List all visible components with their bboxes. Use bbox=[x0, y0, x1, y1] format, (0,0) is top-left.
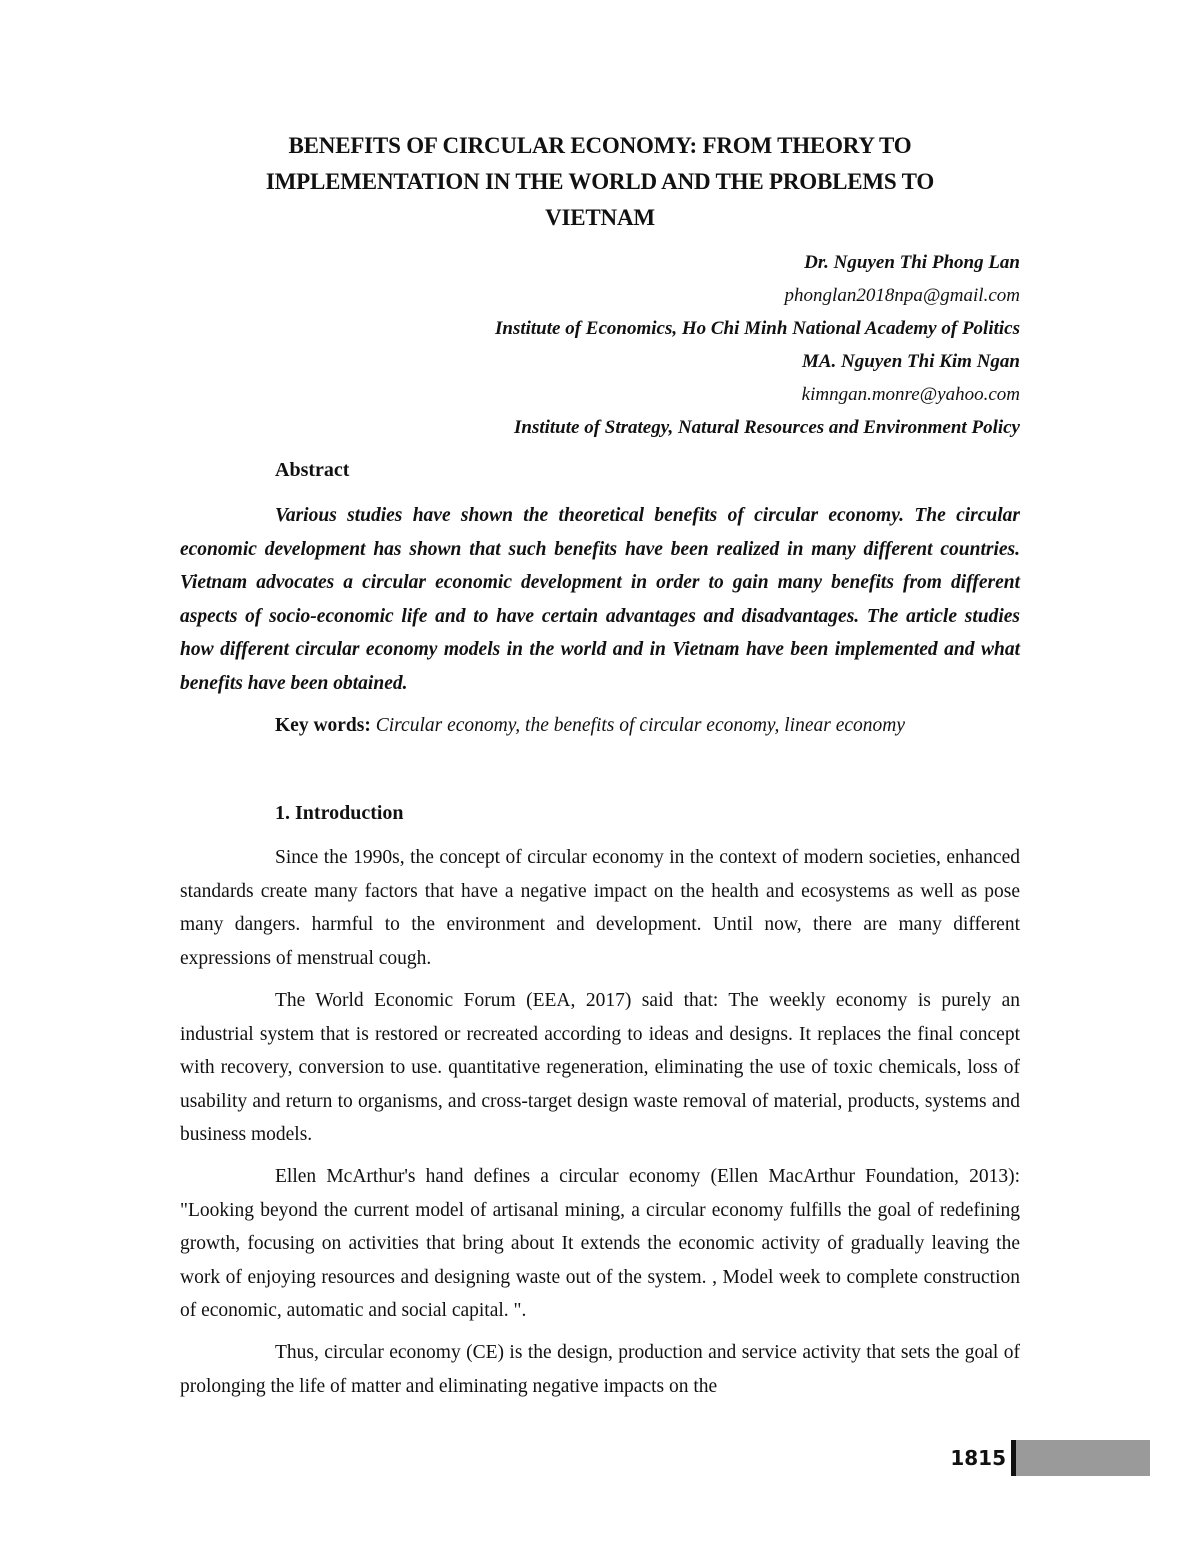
keywords bbox=[275, 711, 1020, 741]
author-2-email: kimngan.monre@yahoo.com bbox=[801, 384, 1020, 405]
intro-paragraph-3: Ellen McArthur's hand defines a circular economy (Ellen MacArthur Foundation, 2013): "Looking beyond the current model of artisanal mining, a circular economy fulfills the goal of redefining growth, focusing on activities that bring about It extends the economic activity of gradually leaving the work of enjoying resources and designing waste out of the system. , Model week to complete construction of economic, automatic and social capital. ". bbox=[180, 1166, 1020, 1321]
author-1-affiliation: Institute of Economics, Ho Chi Minh National Academy of Politics bbox=[494, 318, 1020, 339]
author-2-affiliation: Institute of Strategy, Natural Resources and Environment Policy bbox=[513, 417, 1020, 438]
title-line-1: BENEFITS OF CIRCULAR ECONOMY: FROM THEORY TO bbox=[288, 133, 912, 158]
intro-paragraph-2: The World Economic Forum (EEA, 2017) said that: The weekly economy is purely an industrial system that is restored or recreated according to ideas and designs. It replaces the final concept with recovery, conversion to use. quantitative regeneration, eliminating the use of toxic chemicals, loss of usability and return to organisms, and cross-target design waste removal of material, products, systems and business models. bbox=[180, 990, 1020, 1145]
author-1-email: phonglan2018npa@gmail.com bbox=[784, 285, 1020, 306]
paper-title bbox=[180, 128, 1020, 236]
author-2-name: MA. Nguyen Thi Kim Ngan bbox=[801, 351, 1020, 372]
page-number-bar bbox=[1016, 1440, 1150, 1476]
abstract-text: Various studies have shown the theoretical benefits of circular economy. The circular economic development has shown that such benefits have been realized in many different countries. Vietnam advocates a circular economic development in order to gain many benefits from different aspects of socio-economic life and to have certain advantages and disadvantages. The article studies how different circular economy models in the world and in Vietnam have been implemented and what benefits have been obtained. bbox=[180, 505, 1020, 694]
introduction-heading: 1. Introduction bbox=[275, 802, 404, 824]
intro-paragraph-4: Thus, circular economy (CE) is the design, production and service activity that sets the goal of prolonging the life of matter and eliminating negative impacts on the bbox=[180, 1342, 1020, 1397]
keywords-label: Key words: bbox=[275, 715, 371, 736]
author-1-name: Dr. Nguyen Thi Phong Lan bbox=[804, 252, 1020, 273]
keywords-text: Circular economy, the benefits of circular economy, linear economy bbox=[375, 715, 906, 736]
abstract-heading: Abstract bbox=[275, 459, 350, 481]
title-line-2: IMPLEMENTATION IN THE WORLD AND THE PROBLEMS TO bbox=[265, 169, 935, 194]
page-number: 1815 bbox=[950, 1446, 1006, 1470]
author-block bbox=[180, 246, 1020, 444]
title-line-3: VIETNAM bbox=[545, 205, 655, 230]
intro-paragraph-1: Since the 1990s, the concept of circular economy in the context of modern societies, enhanced standards create many factors that have a negative impact on the health and ecosystems as well as pose many dangers. harmful to the environment and development. Until now, there are many different expressions of menstrual cough. bbox=[180, 847, 1020, 969]
